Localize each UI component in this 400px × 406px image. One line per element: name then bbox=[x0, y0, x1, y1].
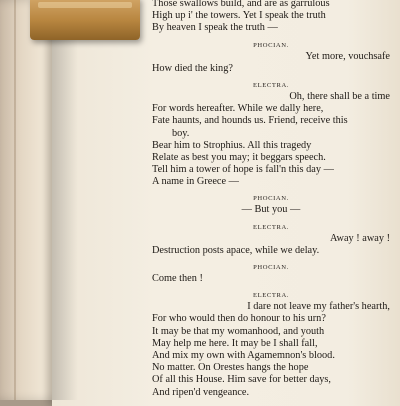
text-line: — But you — bbox=[241, 204, 301, 216]
text-line: Away ! away ! bbox=[330, 232, 390, 244]
text-line: Those swallows build, and are as garrulous bbox=[152, 0, 330, 9]
text-line: Fate haunts, and hounds us. Friend, receive this bbox=[152, 115, 348, 127]
speaker-name: ELECTRA. bbox=[252, 81, 290, 89]
text-line: A name in Greece — bbox=[152, 176, 239, 188]
speaker-name: PHOCIAN. bbox=[253, 195, 289, 203]
gutter-shadow bbox=[52, 0, 78, 400]
text-line: Come then ! bbox=[152, 273, 203, 284]
speaker-name: ELECTRA. bbox=[252, 223, 290, 231]
text-line: Relate as best you may; it beggars speech. bbox=[152, 151, 326, 163]
text-line: Destruction posts apace, while we delay. bbox=[152, 244, 320, 256]
text-line: And mix my own with Agamemnon's blood. bbox=[152, 349, 335, 361]
speaker-name: PHOCIAN. bbox=[253, 264, 289, 271]
text-line: Oh, there shall be a time bbox=[289, 90, 390, 102]
speaker-name: ELECTRA. bbox=[252, 292, 290, 300]
text-line: It may be that my womanhood, and youth bbox=[152, 325, 325, 337]
text-line: May help me here. It may be I shall fall, bbox=[152, 337, 318, 349]
text-line: Tell him a tower of hope is fall'n this day — bbox=[152, 164, 334, 176]
wooden-clip bbox=[30, 0, 140, 40]
text-line: boy. bbox=[172, 127, 190, 139]
text-line: For who would then do honour to his urn? bbox=[152, 313, 326, 325]
text-line: Yet more, vouchsafe bbox=[305, 50, 390, 62]
text-line: And ripen'd vengeance. bbox=[152, 386, 250, 398]
page-text bbox=[152, 0, 390, 399]
text-line: Bear him to Strophius. All this tragedy bbox=[152, 139, 312, 151]
text-line: How died the king? bbox=[152, 62, 233, 74]
text-line: High up i' the towers. Yet I speak the truth bbox=[152, 10, 326, 22]
text-line: For words hereafter. While we dally here, bbox=[152, 103, 324, 115]
text-line: I dare not leave my father's hearth, bbox=[247, 301, 390, 313]
text-line: No matter. On Orestes hangs the hope bbox=[152, 362, 309, 374]
speaker-name: PHOCIAN. bbox=[253, 41, 289, 49]
text-line: By heaven I speak the truth — bbox=[152, 22, 278, 34]
text-line: Of all this House. Him save for better days, bbox=[152, 374, 332, 386]
